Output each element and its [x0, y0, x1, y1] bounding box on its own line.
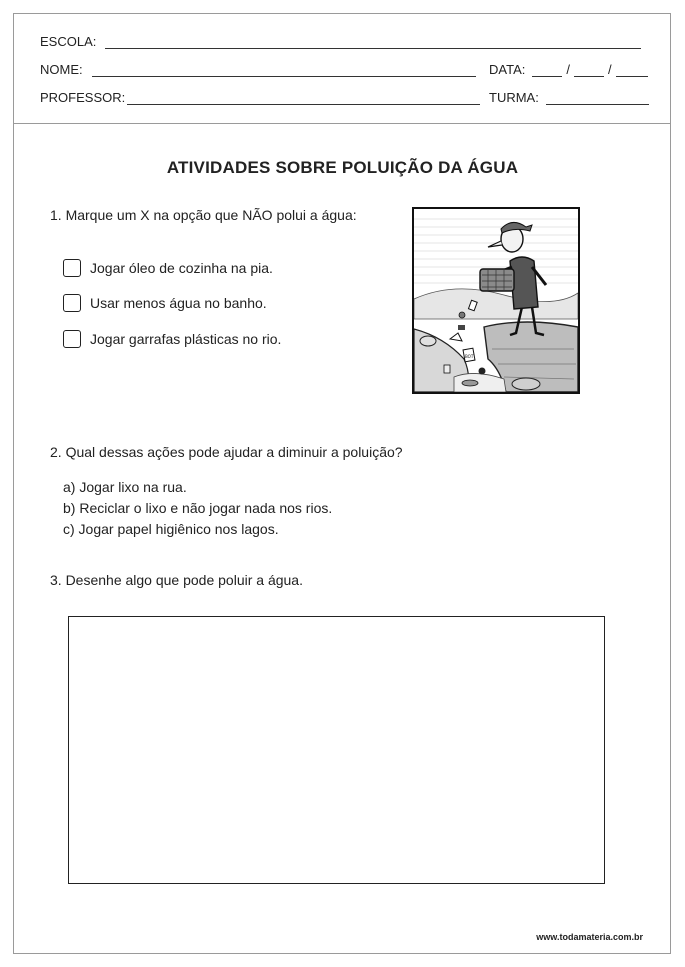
- question-2-prompt: 2. Qual dessas ações pode ajudar a diminuir a poluição?: [50, 444, 403, 460]
- class-field[interactable]: [546, 103, 649, 105]
- date-separator: /: [566, 62, 570, 77]
- footer-website: www.todamateria.com.br: [536, 932, 643, 942]
- option-checkbox[interactable]: [63, 294, 81, 312]
- date-day-field[interactable]: [532, 75, 562, 77]
- teacher-label: PROFESSOR:: [40, 90, 126, 105]
- question-3-prompt: 3. Desenhe algo que pode poluir a água.: [50, 572, 303, 588]
- class-row: [489, 91, 649, 105]
- option-label: Usar menos água no banho.: [90, 295, 267, 311]
- name-row: [40, 63, 476, 77]
- name-label: NOME:: [40, 62, 83, 77]
- class-label: TURMA:: [489, 90, 539, 105]
- date-label: DATA:: [489, 62, 526, 77]
- date-month-field[interactable]: [574, 75, 604, 77]
- bottle-label-text: BOT: [465, 354, 474, 359]
- question-1-option: [63, 294, 267, 312]
- question-2-option: c) Jogar papel higiênico nos lagos.: [63, 521, 279, 537]
- question-2-option: b) Reciclar o lixo e não jogar nada nos rios.: [63, 500, 333, 516]
- option-label: Jogar óleo de cozinha na pia.: [90, 260, 273, 276]
- school-label: ESCOLA:: [40, 34, 97, 49]
- question-1-option: [63, 259, 273, 277]
- date-row: [489, 63, 648, 77]
- school-field[interactable]: [105, 47, 641, 49]
- pollution-cartoon-illustration: [412, 207, 580, 394]
- date-separator: /: [607, 62, 612, 77]
- question-1-prompt: 1. Marque um X na opção que NÃO polui a água:: [50, 207, 357, 223]
- name-field[interactable]: [92, 75, 476, 77]
- question-1-option: [63, 330, 281, 348]
- teacher-row: [40, 91, 480, 105]
- option-checkbox[interactable]: [63, 259, 81, 277]
- drawing-area[interactable]: [68, 616, 605, 884]
- teacher-field[interactable]: [127, 103, 480, 105]
- option-label: Jogar garrafas plásticas no rio.: [90, 331, 282, 347]
- page-title: ATIVIDADES SOBRE POLUIÇÃO DA ÁGUA: [166, 158, 519, 177]
- school-row: [40, 35, 641, 49]
- date-year-field[interactable]: [616, 75, 648, 77]
- question-2-option: a) Jogar lixo na rua.: [63, 479, 187, 495]
- header-divider: [13, 123, 671, 124]
- option-checkbox[interactable]: [63, 330, 81, 348]
